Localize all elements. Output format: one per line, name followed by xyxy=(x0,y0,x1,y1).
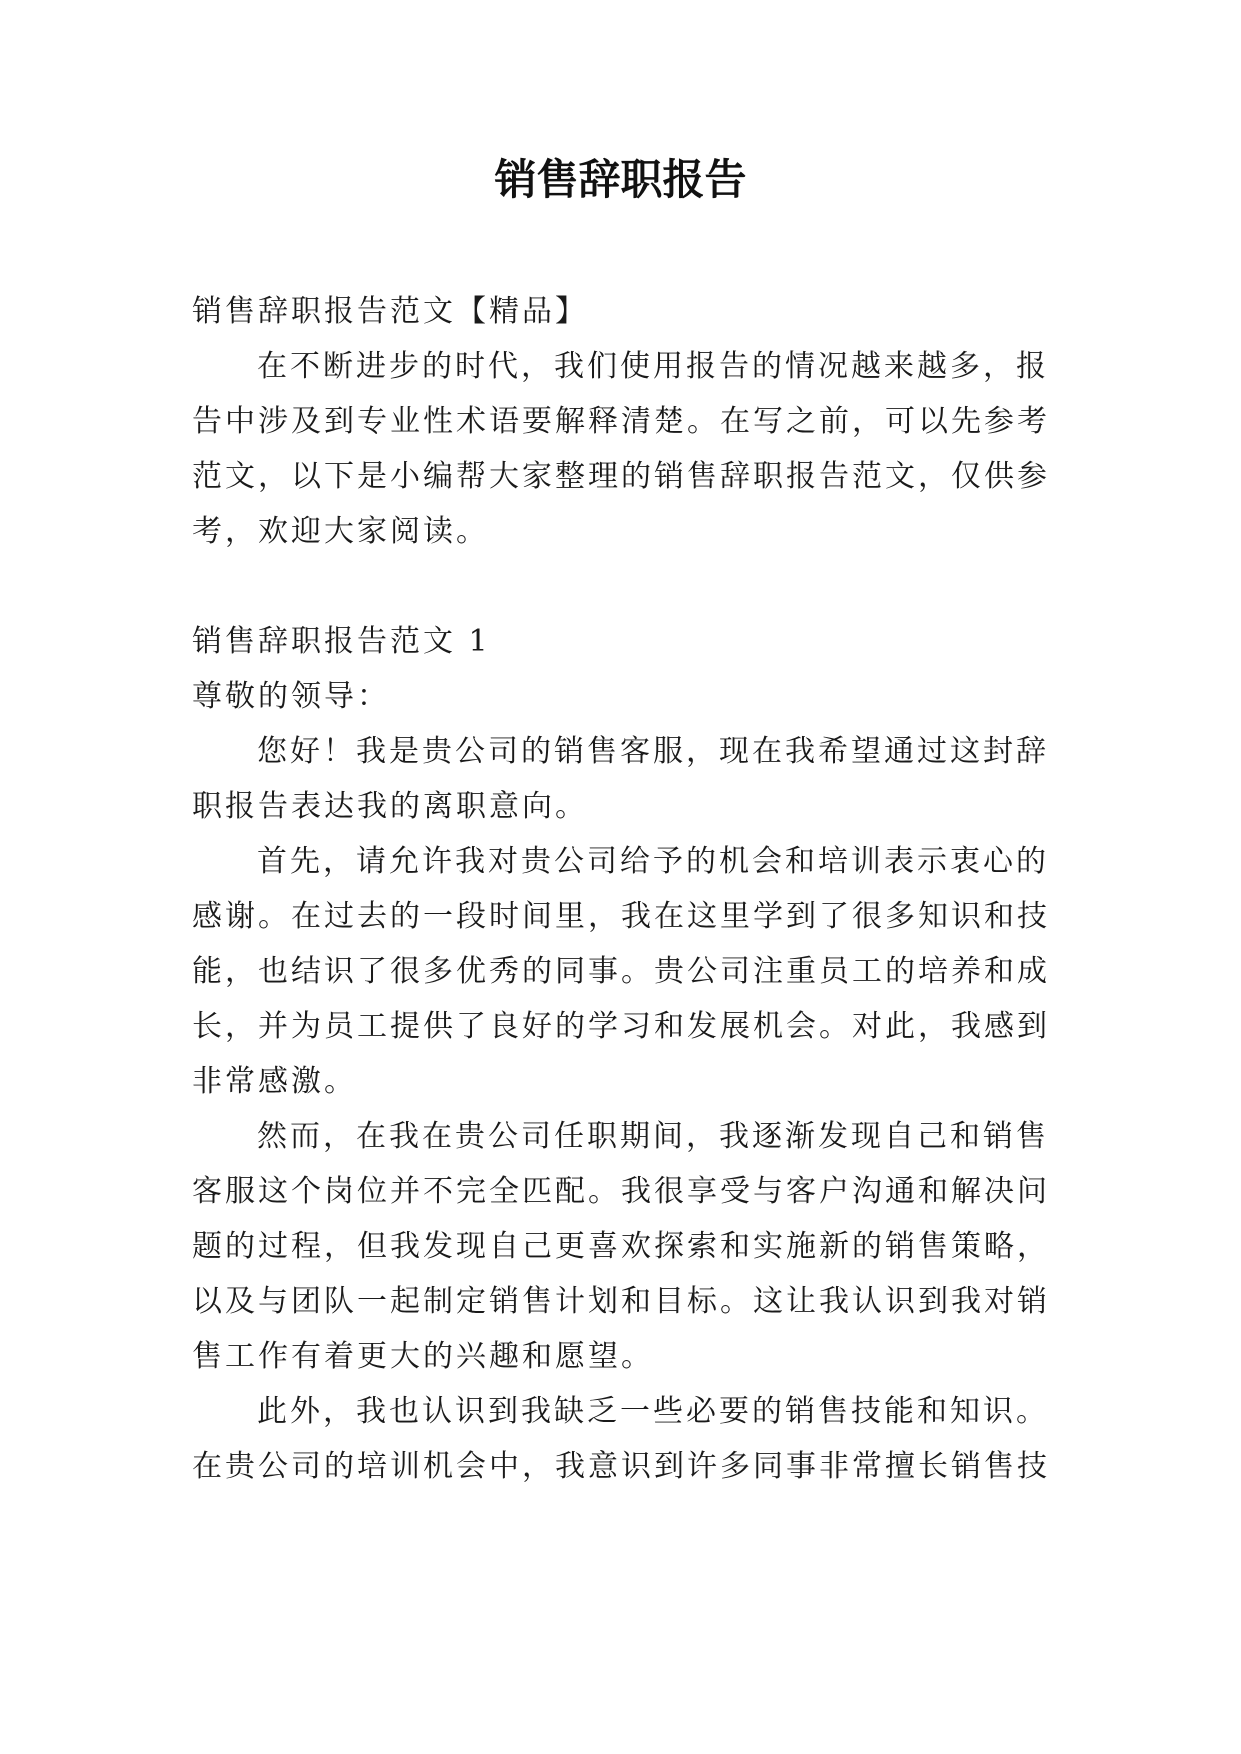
paragraph-line: 以及与团队一起制定销售计划和目标。这让我认识到我对销 xyxy=(192,1284,1050,1319)
paragraph-line: 然而，在我在贵公司任职期间，我逐渐发现自己和销售 xyxy=(257,1119,1049,1154)
paragraph-line: 范文，以下是小编帮大家整理的销售辞职报告范文，仅供参 xyxy=(192,459,1050,494)
paragraph-line: 职报告表达我的离职意向。 xyxy=(192,789,588,824)
blank-line xyxy=(192,559,1052,614)
paragraph-line: 在贵公司的培训机会中，我意识到许多同事非常擅长销售技 xyxy=(192,1449,1050,1484)
section-heading: 销售辞职报告范文 1 xyxy=(192,624,491,659)
paragraph-line: 此外，我也认识到我缺乏一些必要的销售技能和知识。 xyxy=(257,1394,1049,1429)
body-paragraph xyxy=(192,834,1052,1109)
intro-paragraph xyxy=(192,339,1052,559)
paragraph-line: 能，也结识了很多优秀的同事。贵公司注重员工的培养和成 xyxy=(192,954,1050,989)
document-body xyxy=(192,284,1052,1494)
page-title: 销售辞职报告 xyxy=(494,155,747,204)
paragraph-line: 题的过程，但我发现自己更喜欢探索和实施新的销售策略， xyxy=(192,1229,1050,1264)
paragraph-line: 首先，请允许我对贵公司给予的机会和培训表示衷心的 xyxy=(257,844,1049,879)
paragraph-line: 感谢。在过去的一段时间里，我在这里学到了很多知识和技 xyxy=(192,899,1050,934)
paragraph-line: 非常感激。 xyxy=(192,1064,357,1099)
paragraph-line: 长，并为员工提供了良好的学习和发展机会。对此，我感到 xyxy=(192,1009,1050,1044)
paragraph-line: 您好！我是贵公司的销售客服，现在我希望通过这封辞 xyxy=(257,734,1049,769)
body-paragraph xyxy=(192,1384,1052,1494)
body-paragraph xyxy=(192,724,1052,834)
paragraph-line: 客服这个岗位并不完全匹配。我很享受与客户沟通和解决问 xyxy=(192,1174,1050,1209)
paragraph-line: 告中涉及到专业性术语要解释清楚。在写之前，可以先参考 xyxy=(192,404,1050,439)
subtitle: 销售辞职报告范文【精品】 xyxy=(192,294,588,329)
paragraph-line: 在不断进步的时代，我们使用报告的情况越来越多，报 xyxy=(257,349,1049,384)
paragraph-line: 考，欢迎大家阅读。 xyxy=(192,514,489,549)
paragraph-line: 售工作有着更大的兴趣和愿望。 xyxy=(192,1339,654,1374)
body-paragraph xyxy=(192,1109,1052,1384)
salutation: 尊敬的领导： xyxy=(192,679,390,714)
